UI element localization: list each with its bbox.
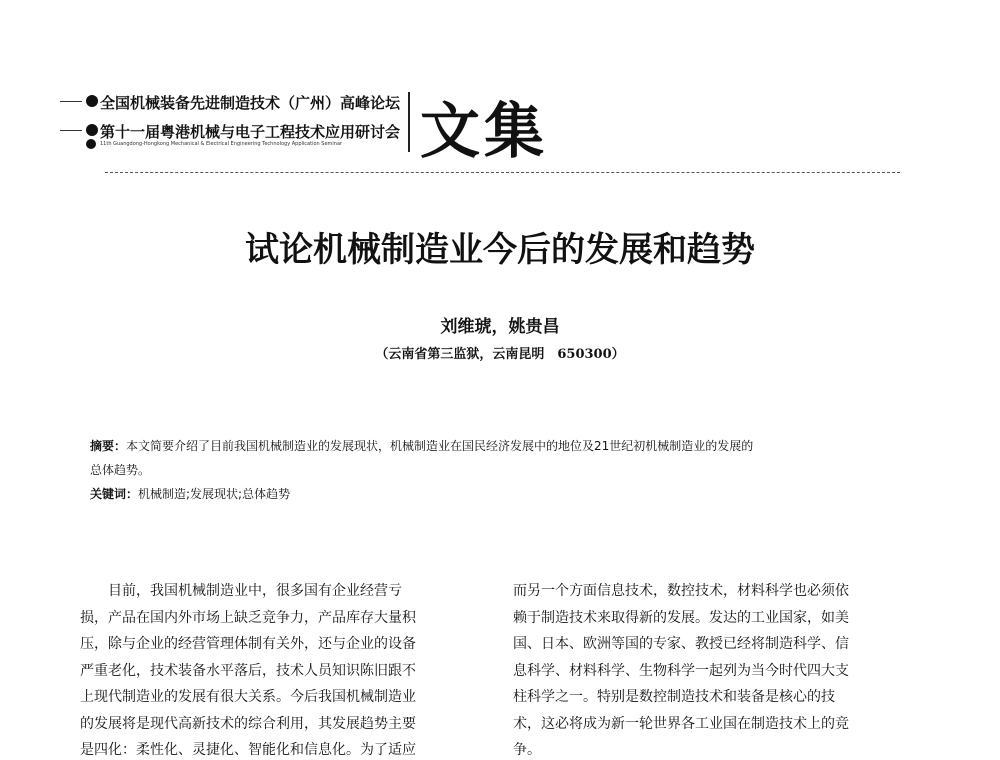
abstract-text-cont: 总体趋势。 [90, 463, 151, 477]
abstract [90, 434, 900, 506]
text-line: 息科学、材料科学、生物科学一起列为当今时代四大支 [513, 662, 849, 679]
text-line: 的发展将是现代高新技术的综合利用，其发展趋势主要 [80, 715, 416, 732]
divider [408, 92, 410, 152]
keywords: 机械制造;发展现状;总体趋势 [138, 487, 291, 501]
text-line: 压，除与企业的经营管理体制有关外，还与企业的设备 [80, 636, 416, 652]
text-line: 严重老化，技术装备水平落后，技术人员知识陈旧跟不 [80, 662, 416, 679]
text-line: 而另一个方面信息技术，数控技术，材料科学也必须依 [513, 583, 849, 599]
abstract-label: 摘要： [90, 439, 127, 453]
text-line: 柱科学之一。特别是数控制造技术和装备是核心的技 [513, 689, 835, 705]
bullet-icon [86, 124, 98, 136]
paper-title: 试论机械制造业今后的发展和趋势 [245, 230, 755, 270]
affiliation: （云南省第三监狱，云南昆明 650300） [375, 347, 625, 362]
text-line: 国、日本、欧洲等国的专家、教授已经将制造科学、信 [513, 636, 849, 652]
abstract-text: 本文简要介绍了目前我国机械制造业的发展现状，机械制造业在国民经济发展中的地位及21世纪初机械制造业的发展的 [126, 439, 754, 453]
text-line: 争。 [513, 742, 541, 758]
collection-badge: 文集 [420, 97, 548, 167]
authors: 刘维琥，姚贵昌 [440, 317, 560, 337]
body-right-column [513, 578, 905, 760]
text-line: 损，产品在国内外市场上缺乏竞争力，产品库存大量积 [80, 609, 416, 626]
conference-name-en: 11th Guangdong-Hongkong Mechanical & Electrical Engineering Technology Application Seminar [100, 141, 343, 147]
text-line: 是四化：柔性化、灵捷化、智能化和信息化。为了适应 [80, 742, 416, 758]
bullet-icon [86, 95, 98, 107]
text-line: 赖于制造技术来取得新的发展。发达的工业国家，如美 [513, 609, 849, 626]
text-line: 上现代制造业的发展有很大关系。今后我国机械制造业 [80, 689, 416, 705]
conference-name-1: 全国机械装备先进制造技术（广州）高峰论坛 [100, 94, 401, 112]
text-line: 术，这必将成为新一轮世界各工业国在制造技术上的竞 [513, 715, 849, 732]
text-line: 目前，我国机械制造业中，很多国有企业经营亏 [80, 583, 402, 599]
header-dash [60, 130, 82, 131]
header-rule [105, 172, 900, 174]
header-dash [60, 101, 82, 102]
keywords-label: 关键词： [90, 487, 139, 501]
conference-name-2: 第十一届粤港机械与电子工程技术应用研讨会 [100, 123, 401, 141]
body-left-column [80, 578, 472, 760]
bullet-icon [86, 139, 96, 149]
